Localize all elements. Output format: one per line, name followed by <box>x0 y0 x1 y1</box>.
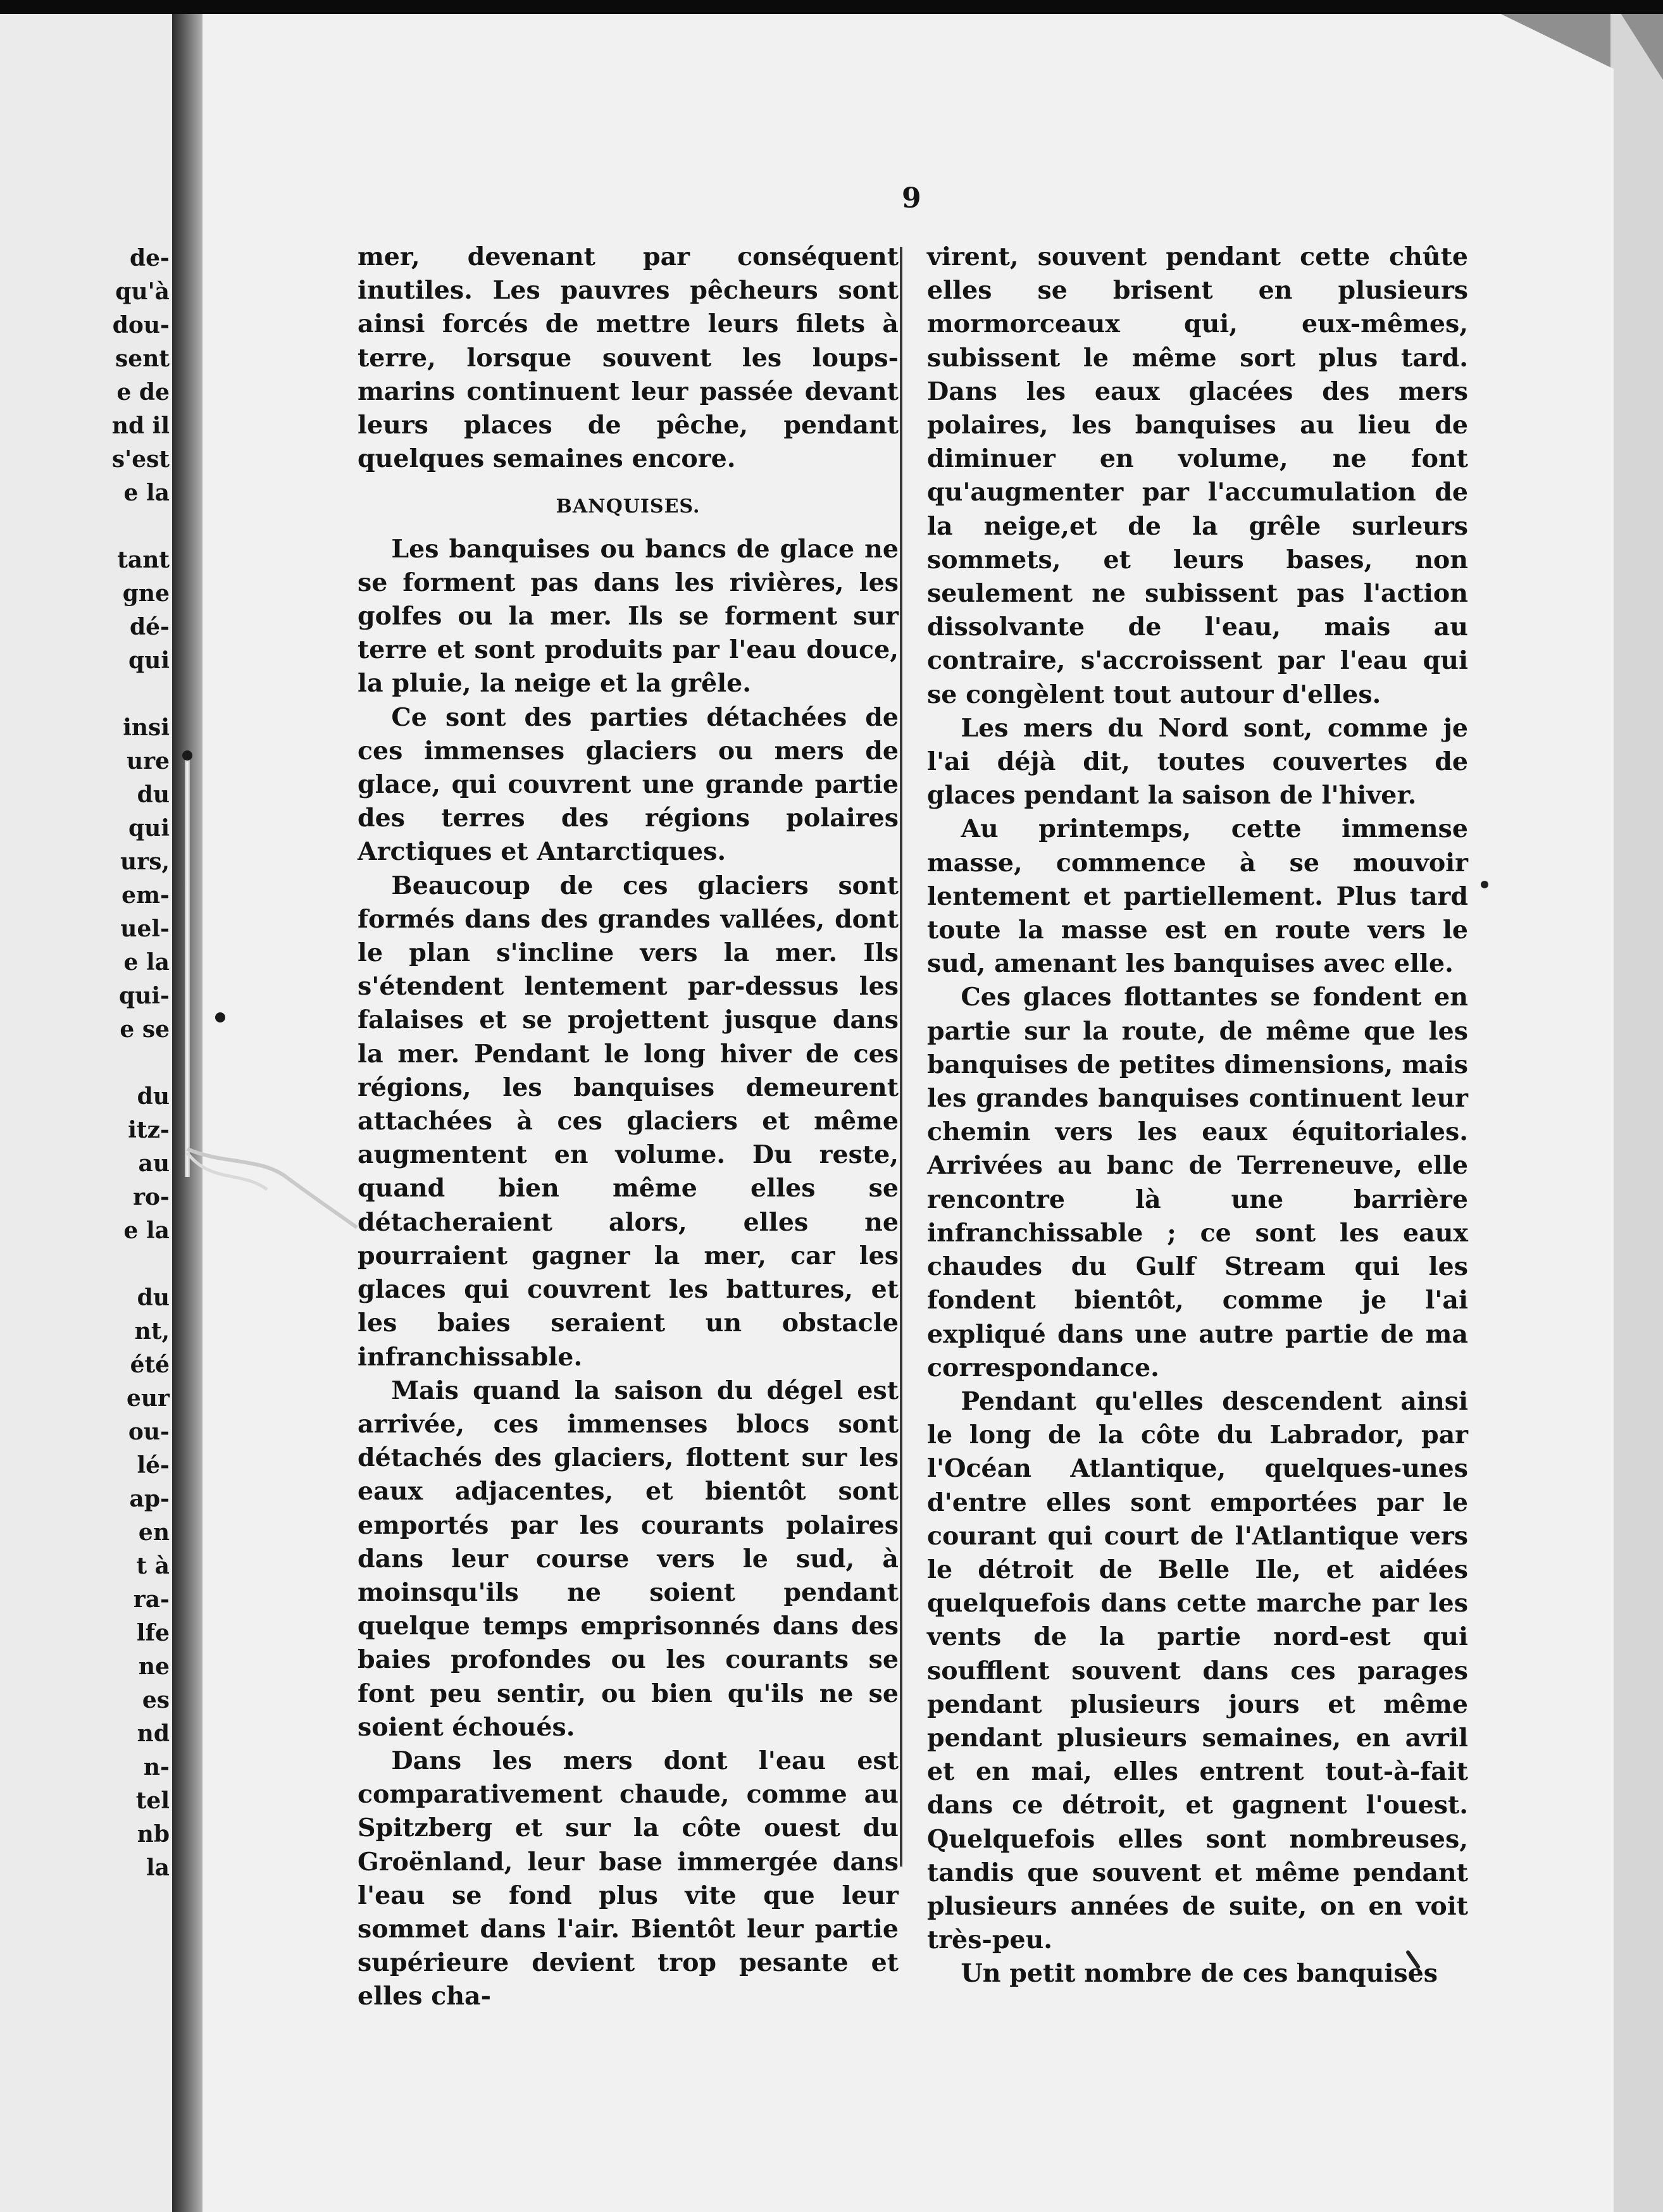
facing-page-fragment: du <box>137 781 170 808</box>
facing-page-fragment: e la <box>123 1217 170 1244</box>
facing-page-fragment: uel- <box>120 916 170 942</box>
facing-page-fragment: dé- <box>129 614 170 640</box>
paragraph: Au printemps, cette immense masse, commence à se mouvoir lentement et partiellement. Plus tard toute la masse est en route vers le sud, amenant les banquises avec elle. <box>927 814 1468 979</box>
ink-speck <box>1481 881 1488 888</box>
facing-page-fragment: été <box>130 1351 170 1378</box>
facing-page-fragment: qui <box>128 647 170 674</box>
facing-page-fragment: sent <box>115 345 170 372</box>
facing-page-fragment: du <box>137 1083 170 1110</box>
facing-page-fragment: nd <box>137 1720 170 1747</box>
facing-page-fragment: ra- <box>133 1586 170 1613</box>
text-column-right <box>927 240 1468 1991</box>
paragraph: Pendant qu'elles descendent ainsi le long de la côte du Labrador, par l'Océan Atlantique, quelques-unes d'entre elles sont emportées par le courant qui court de l'Atlantique vers le détroit de Belle Ile, et aidées quelquefois dans cette marche par les vents de la partie nord-est qui soufflent souvent dans ces parages pendant plusieurs jours et même pendant plusieurs semaines, en avril et en mai, elles entrent tout-à-fait dans ce détroit, et gagnent l'ouest. Quelquefois elles sont nombreuses, tandis que souvent et même pendant plusieurs années de suite, on en voit très-peu. <box>927 1386 1468 1955</box>
facing-page-fragment: de- <box>129 245 170 271</box>
facing-page-fragment: tel <box>135 1787 170 1814</box>
facing-page-fragment: nb <box>137 1821 170 1848</box>
facing-page-fragment <box>43 1248 170 1281</box>
facing-page-fragment: nd il <box>111 413 170 439</box>
facing-page-text-fragments <box>43 242 170 1885</box>
facing-page-fragment: du <box>137 1284 170 1311</box>
facing-page-fragment: la <box>146 1855 170 1881</box>
facing-page-fragment: qui- <box>119 983 170 1009</box>
facing-page-fragment: qu'à <box>115 278 170 305</box>
facing-page-fragment: ou- <box>128 1419 170 1445</box>
paragraph: Les banquises ou bancs de glace ne se forment pas dans les rivières, les golfes ou la mer. Ils se forment sur terre et sont produits par l'eau douce, la pluie, la neige et la grêle. <box>358 534 899 699</box>
facing-page <box>0 14 177 2212</box>
facing-page-fragment: ne <box>138 1653 170 1680</box>
binding-thread-tail <box>185 1145 362 1234</box>
facing-page-fragment: n- <box>143 1754 170 1780</box>
facing-page-fragment: lfe <box>136 1620 170 1646</box>
facing-page-fragment: tant <box>117 547 170 573</box>
paragraph-continued: mer, devenant par conséquent inutiles. Les pauvres pêcheurs sont ainsi forcés de mettre leurs filets à terre, lorsque souvent les loups-marins continuent leur passée devant leurs places de pêche, pendant quelques semaines encore. <box>358 242 899 474</box>
facing-page-fragment: dou- <box>112 312 170 339</box>
facing-page-fragment <box>43 1047 170 1080</box>
paragraph: Un petit nombre de ces banquises <box>961 1959 1438 1989</box>
stitch-hole-top <box>182 750 192 761</box>
facing-page-fragment <box>43 678 170 711</box>
facing-page-fragment: t à <box>136 1553 170 1579</box>
facing-page-fragment: eur <box>126 1385 170 1412</box>
stitch-hole-middle <box>215 1012 225 1022</box>
facing-page-fragment: ro- <box>133 1184 170 1210</box>
page-edge-shadow <box>1610 14 1663 2212</box>
facing-page-fragment: qui <box>128 815 170 842</box>
facing-page-fragment: itz- <box>128 1117 170 1143</box>
facing-page-fragment: s'est <box>111 446 170 473</box>
facing-page-fragment: en <box>138 1519 170 1546</box>
paragraph: Ce sont des parties détachées de ces immenses glaciers ou mers de glace, qui couvrent une grande partie des terres des régions polaires Arctiques et Antarctiques. <box>358 702 899 867</box>
facing-page-fragment: insi <box>123 714 170 741</box>
text-column-left <box>358 240 899 2014</box>
page-number: 9 <box>902 182 921 214</box>
binding-thread <box>185 753 190 1177</box>
paragraph: Beaucoup de ces glaciers sont formés dans des grandes vallées, dont le plan s'incline vers la mer. Ils s'étendent lentement par-dessus les falaises et se projettent jusque dans la mer. Pendant le long hiver de ces régions, les banquises demeurent attachées à ces glaciers et même augmentent en volume. Du reste, quand bien même elles se détacheraient alors, elles ne pourraient gagner la mer, car les glaces qui couvrent les battures, et les baies seraient un obstacle infranchissable. <box>358 871 899 1372</box>
facing-page-fragment: e se <box>120 1016 170 1043</box>
facing-page-fragment: e la <box>123 949 170 976</box>
facing-page-fragment: lé- <box>137 1452 170 1479</box>
facing-page-fragment: nt, <box>134 1318 170 1345</box>
facing-page-fragment: ap- <box>129 1486 170 1512</box>
facing-page-fragment: ure <box>126 748 170 774</box>
section-heading: BANQUISES. <box>556 495 701 518</box>
paragraph: Ces glaces flottantes se fondent en partie sur la route, de même que les banquises de petites dimensions, mais les grandes banquises continuent leur chemin vers les eaux équitoriales. Arrivées au banc de Terreneuve, elle rencontre là une barrière infranchissable ; ce sont les eaux chaudes du Gulf Stream qui les fondent bientôt, comme je l'ai expliqué dans une autre partie de ma correspondance. <box>927 983 1468 1382</box>
scan-top-border <box>0 0 1663 14</box>
facing-page-fragment: urs, <box>120 848 170 875</box>
facing-page-fragment: e de <box>116 379 170 406</box>
paragraph: Mais quand la saison du dégel est arrivée, ces immenses blocs sont détachés des glaciers, flottent sur les eaux adjacentes, et bientôt sont emportés par les courants polaires dans leur course vers le sud, à moinsqu'ils ne soient pendant quelque temps emprisonnés dans des baies profondes ou les courants se font peu sentir, ou bien qu'ils ne se soient échoués. <box>358 1376 899 1742</box>
facing-page-fragment: gne <box>122 580 170 607</box>
column-divider <box>900 247 902 1867</box>
paragraph: Dans les mers dont l'eau est comparativement chaude, comme au Spitzberg et sur la côte ouest du Groënland, leur base immergée dans l'eau se fond plus vite que leur sommet dans l'air. Bientôt leur partie supérieure devient trop pesante et elles cha- <box>358 1746 899 2011</box>
facing-page-fragment <box>43 510 170 544</box>
facing-page-fragment: em- <box>121 882 170 909</box>
facing-page-fragment: es <box>142 1687 170 1713</box>
facing-page-fragment: e la <box>123 480 170 506</box>
paragraph-continued: virent, souvent pendant cette chûte elles se brisent en plusieurs mormorceaux qui, eux-mêmes, subissent le même sort plus tard. Dans les eaux glacées des mers polaires, les banquises au lieu de diminuer en volume, ne font qu'augmenter par l'accumulation de la neige,et de la grêle surleurs sommets, et leurs bases, non seulement ne subissent pas l'action dissolvante de l'eau, mais au contraire, s'accroissent par l'eau qui se congèlent tout autour d'elles. <box>927 242 1468 709</box>
facing-page-fragment: au <box>138 1150 170 1177</box>
paragraph: Les mers du Nord sont, comme je l'ai déjà dit, toutes couvertes de glaces pendant la saison de l'hiver. <box>927 713 1468 811</box>
